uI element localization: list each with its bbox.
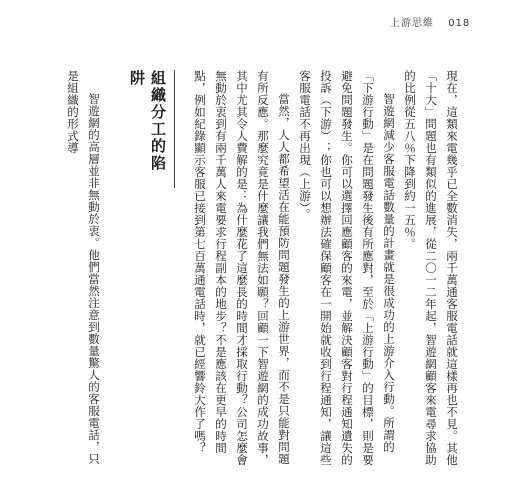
page-number: 018	[448, 18, 471, 29]
running-header	[390, 14, 480, 29]
paragraph: 智遊網的高層並非無動於衷。他們當然注意到數量驚人的客服電話，只是組織的形式導	[66, 70, 101, 465]
book-title: 上游思維	[390, 18, 434, 29]
paragraph: 當然，人人都希望活在能預防問題發生的上游世界，而不是只能對問題有所反應。那麼究竟是什麼讓我們無法如願？回顧一下智遊網的成功故事，其中尤其令人費解的是：為什麼花了這麼長的時間才採取行動？公司怎麼會無動於衷到有兩千萬人來電要求行程副本的地步？不是應該在更早的時間點，例如紀錄顯示客服已接到第七百萬通電話時，就已經響鈴大作了嗎？	[193, 70, 291, 466]
section-heading: 組織分工的陷阱	[126, 70, 175, 188]
body-text	[52, 70, 462, 470]
paragraph: 智遊網減少客服電話數量的計畫就是很成功的上游介入行動。所謂的「下游行動」是在問題發生後有所應對，至於「上游行動」的目標，則是要避免問題發生。你可以選擇回應顧客的來電，並解決顧客對行程通知遺失的投訴（下游）；你也可以想辦法確保顧客在一開始就收到行程通知，讓這些客服電話不再出現（上游）。	[298, 70, 396, 466]
paragraph: 現在，這類來電幾乎已全數消失，兩千萬通客服電話就這樣再也不見。其他「十大」問題也有類似的進展，從二〇一二年起，智遊網顧客來電尋求協助的比例從五八％下降到約一五％。	[403, 70, 459, 466]
